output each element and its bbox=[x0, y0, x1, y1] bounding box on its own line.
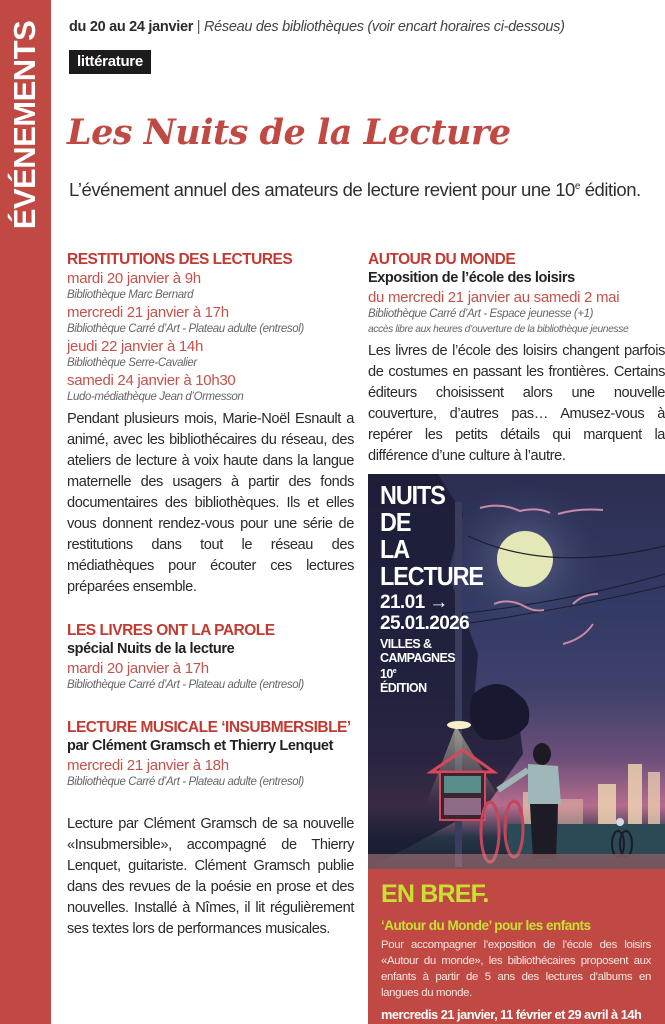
session-date: mercredi 21 janvier à 18h bbox=[67, 757, 229, 774]
section-heading: LECTURE MUSICALE ‘INSUBMERSIBLE’ bbox=[67, 719, 351, 736]
access-note: accès libre aux heures d’ouverture de la bibliothèque jeunesse bbox=[368, 324, 629, 335]
session-venue: Bibliothèque Carré d’Art - Plateau adulte (entresol) bbox=[67, 679, 304, 691]
section-heading: LES LIVRES ONT LA PAROLE bbox=[67, 622, 275, 639]
section-subheading: par Clément Gramsch et Thierry Lenquet bbox=[67, 738, 334, 754]
session-date: mercredi 21 janvier à 17h bbox=[67, 304, 229, 321]
event-location: Réseau des bibliothèques (voir encart horaires ci-dessous) bbox=[204, 19, 565, 35]
session-venue: Bibliothèque Marc Bernard bbox=[67, 289, 194, 301]
section-body: Les livres de l’école des loisirs changent parfois de costumes en passant les frontières. Certains éditeurs choisissent alors une nouvelle couverture, d’autres pas… Amusez-vous à repérer les petits détails qui marquent la différence d’une culture à l’autre. bbox=[368, 343, 665, 464]
section-lecture-musicale bbox=[67, 718, 354, 940]
poster-edition-word: ÉDITION bbox=[380, 680, 427, 695]
section-subheading: Exposition de l’école des loisirs bbox=[368, 270, 575, 286]
moon bbox=[497, 531, 553, 587]
path bbox=[368, 854, 665, 869]
right-column bbox=[368, 250, 665, 467]
section-restitutions bbox=[67, 250, 354, 598]
session-date: du mercredi 21 janvier au samedi 2 mai bbox=[368, 289, 620, 306]
en-bref-subheading: ‘Autour du Monde’ pour les enfants bbox=[381, 918, 591, 933]
session-venue: Bibliothèque Carré d’Art - Espace jeunesse (+1) bbox=[368, 308, 594, 320]
session-date: mardi 20 janvier à 17h bbox=[67, 660, 209, 677]
session-date: samedi 24 janvier à 10h30 bbox=[67, 372, 236, 389]
event-poster bbox=[368, 474, 665, 869]
poster-tagline: CAMPAGNES bbox=[380, 650, 455, 665]
section-livres-parole bbox=[67, 621, 354, 693]
lead-superscript: e bbox=[574, 181, 580, 192]
section-label: ÉVÉNEMENTS bbox=[7, 20, 42, 230]
poster-text bbox=[380, 482, 494, 695]
poster-title-line: DE bbox=[380, 507, 411, 537]
cloud bbox=[563, 624, 593, 644]
category-tag: littérature bbox=[69, 50, 151, 74]
poster-title-line: NUITS bbox=[380, 480, 445, 510]
dateline-separator: | bbox=[196, 19, 201, 35]
page-title: Les Nuits de la Lecture bbox=[67, 112, 511, 153]
en-bref-box bbox=[368, 869, 665, 1024]
dateline bbox=[69, 19, 565, 35]
section-body: Lecture par Clément Gramsch de sa nouvelle «Insubmersible», accompagné de Thierry Lenquet, guitariste. Clément Gramsch publie dans des revues de la poésie en prose et des nouvelles. Installé à Nîmes, il lit régulièrement ses textes lors de performances musicales. bbox=[67, 816, 354, 937]
poster-date-start: 21.01 → bbox=[380, 592, 448, 613]
poster-edition-sup: e bbox=[392, 668, 397, 675]
section-heading: RESTITUTIONS DES LECTURES bbox=[67, 251, 293, 268]
session-venue: Bibliothèque Serre-Cavalier bbox=[67, 357, 197, 369]
poster-date-end: 25.01.2026 bbox=[380, 613, 470, 634]
en-bref-dates: mercredis 21 janvier, 11 février et 29 avril à 14h bbox=[381, 1007, 642, 1022]
section-sidebar bbox=[0, 0, 51, 1024]
session-date: jeudi 22 janvier à 14h bbox=[67, 338, 204, 355]
session-venue: Bibliothèque Carré d’Art - Plateau adulte (entresol) bbox=[67, 776, 304, 788]
session-venue: Bibliothèque Carré d’Art - Plateau adulte (entresol) bbox=[67, 323, 304, 335]
lead-paragraph bbox=[69, 179, 641, 201]
lead-text: L’événement annuel des amateurs de lecture revient pour une 10 bbox=[69, 179, 575, 200]
section-body: Pendant plusieurs mois, Marie-Noël Esnault a animé, avec les bibliothécaires du réseau, des ateliers de lecture à voix haute dans la langue maternelle des usagers à partir des fonds documentaires des bibliothèques. Ils et elles vous donnent rendez-vous pour une série de restitutions dans tout le réseau des médiathèques pour écouter ces lectures préparées ensemble. bbox=[67, 411, 354, 595]
session-venue: Ludo-médiathèque Jean d’Ormesson bbox=[67, 391, 244, 403]
poster-edition bbox=[380, 665, 494, 682]
en-bref-title: EN BREF. bbox=[381, 880, 489, 908]
lamp bbox=[447, 721, 471, 729]
poster-edition-number: 10 bbox=[380, 667, 393, 681]
lead-text-end: édition. bbox=[580, 179, 641, 200]
section-subheading: spécial Nuits de la lecture bbox=[67, 641, 235, 657]
poster-title-line: LECTURE bbox=[380, 561, 483, 591]
left-column bbox=[67, 250, 354, 940]
section-heading: AUTOUR DU MONDE bbox=[368, 251, 516, 268]
event-dates: du 20 au 24 janvier bbox=[69, 19, 194, 35]
poster-tagline: VILLES & bbox=[380, 637, 432, 651]
en-bref-body: Pour accompagner l’exposition de l’école des loisirs «Autour du monde», les bibliothécaires proposent aux enfants à partir de 5 ans des lectures d’albums en langues du monde. bbox=[381, 939, 651, 999]
poster-title-line: LA bbox=[380, 534, 410, 564]
section-autour-du-monde bbox=[368, 250, 665, 467]
session-date: mardi 20 janvier à 9h bbox=[67, 270, 201, 287]
